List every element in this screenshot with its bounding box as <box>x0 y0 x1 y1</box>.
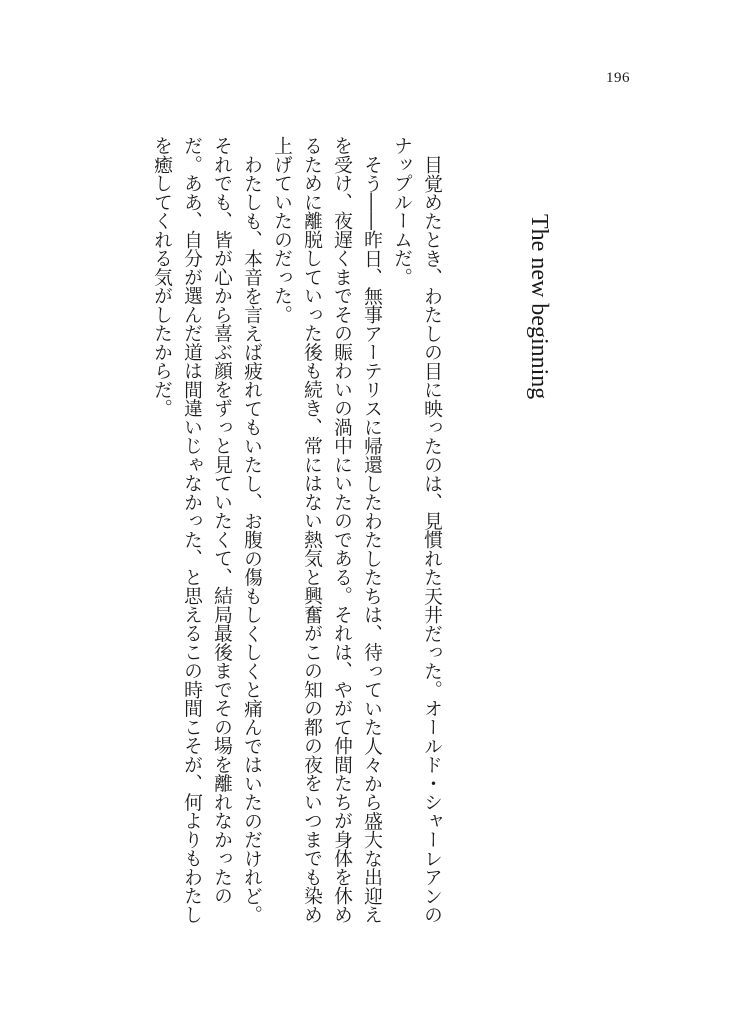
paragraph: 目覚めたとき、わたしの目に映ったのは、見慣れた天井だった。オールド・シャーレアンのナップルームだ。 <box>391 136 442 924</box>
chapter-title: The new beginning <box>526 214 552 400</box>
page-number: 196 <box>606 70 630 86</box>
paragraph: そう――昨日、無事アーテリスに帰還したわたしたちは、待っていた人々から盛大な出迎えを受け、夜遅くまでその賑わいの渦中にいたのである。それは、やがて仲間たちが身体を休めるために離脱していった後も続き、常にはない熱気と興奮がこの知の都の夜をいつまでも染め上げていたのだった。 <box>271 136 382 924</box>
body-text <box>146 136 446 928</box>
paragraph: わたしも、本音を言えば疲れてもいたし、お腹の傷もしくしくと痛んではいたのだけれど。それでも、皆が心から喜ぶ顔をずっと見ていたくて、結局最後までその場を離れなかったのだ。ああ、自分が選んだ道は間違いじゃなかった、と思えるこの時間こそが、何よりもわたしを癒してくれる気がしたからだ。 <box>151 136 262 924</box>
